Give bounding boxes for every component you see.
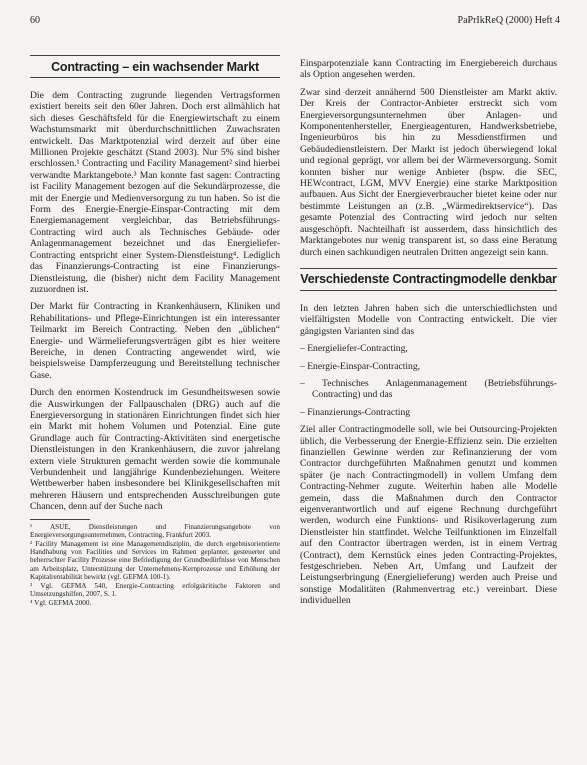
paragraph: Die dem Contracting zugrunde liegenden Vertragsformen existiert bereits seit den 60er Jahren. Doch erst allmählich hat sich dieses Geschäftsfeld für die Energiewirtschaft zu einem Wachstumsmarkt mit überdurchschnittlichen Zuwachsraten entwickelt. Das Marktpotenzial wird derzeit auf über eine Millionen Projekte geschätzt (Stand 2003). Nur 5% sind bisher erschlossen.¹ Contracting und Facility Management² sind hierbei verwandte Marktangebote.³ Man konnte fast sagen: Contracting ist Facility Management bezogen auf die Sekundärprozesse, die mit der Energie und Medienversorgung zu tun haben. So ist die Form des Energie-Energie-Einspar-Contracting mit dem Energiemanagement vergleichbar, das Betriebsführungs-Contracting wird auch als Technisches Gebäude- oder Anlagenmanagement bezeichnet und das Energieliefer-Contracting entspricht einer System-Dienstleistung⁴. Lediglich das Finanzierungs-Contracting ist eine Finanzierungs-Dienstleistung, die (bisher) nicht dem Facility Management zuzuordnen ist. — [30, 90, 280, 295]
journal-title: PaPrIkReQ (2000) Heft 4 — [457, 15, 560, 26]
list-item: – Finanzierungs-Contracting — [300, 406, 411, 418]
paragraph: Ziel aller Contractingmodelle soll, wie bei Outsourcing-Projekten üblich, die Verbesserung der Energie-Effizienz sein. Die erzielten finanziellen Gewinne werden zur Refinanzierung der vom Contractor durchgeführten Maßnahmen genutzt und kommen später (je nach Contractingmodell) in vollem Umfang dem Contracting-Nehmer zugute. Weiterhin haben alle Modelle gemein, dass die Maßnahmen durch den Contractor eigenverantwortlich und auf eigene Rechnung durchgeführt werden, wodurch eine Funktions- und Risikoverlagerung zum Dienstleister hin stattfindet. Welche Teilfunktionen im Einzelfall auf den Contractor übertragen werden, ist in einem Vertrag (Contract), dem Kernstück eines jeden Contracting-Projektes, festgeschrieben. Neben Art, Umfang und Laufzeit der Leistungserbringung (Energielieferung) werden auch Preise und sonstige Modalitäten (Rahmenvertrag etc.) vereinbart. Diese individuellen — [300, 424, 557, 607]
footnote: ³ Vgl. GEFMA 540, Energie-Contracting erfolgskritische Faktoren und Umsetzungshilfen, 2007, S. 1. — [30, 582, 280, 599]
running-header — [30, 14, 560, 28]
list-item: – Energieliefer-Contracting, — [300, 343, 408, 355]
list-item: – Energie-Einspar-Contracting, — [300, 360, 421, 372]
right-column — [300, 58, 557, 613]
section-heading-contracting-markt: Contracting – ein wachsender Markt — [30, 55, 280, 78]
contracting-variants-list — [300, 343, 557, 418]
paragraph: Der Markt für Contracting in Krankenhäusern, Kliniken und Rehabilitations- und Pflege-Einrichtungen ist ein interessanter Teilmarkt im Bereich Contracting. Neben den „üblichen“ Energie- und Wärmelieferungsverträgen gibt es hier weitere Bereiche, in denen Contracting angewendet wird, wie beispielsweise Dampferzeugung und Bereitstellung technischer Gase. — [30, 301, 280, 381]
page-number: 60 — [30, 15, 40, 26]
paragraph: Einsparpotenziale kann Contracting im Energiebereich durchaus als Option angesehen werden. — [300, 58, 557, 81]
paragraph: In den letzten Jahren haben sich die unterschiedlichsten und vielfältigsten Modelle von Contracting entwickelt. Die vier gängigsten Varianten sind das — [300, 302, 557, 337]
footnote: ² Facility Management ist eine Managementdisziplin, die durch ergebnisorientierte Handhabung von Facilities und Services im Rahmen geplanter, gesteuerter und beherrschter Facility Prozesse eine Befriedigung der Grundbedürfnisse von Menschen am Arbeitsplatz, Unterstützung der Unternehmens-Kernprozesse und Erhöhung der Kapitalrentabilität bewirkt (vgl. GEFMA 100-1). — [30, 540, 280, 581]
footnote-divider — [30, 519, 90, 520]
footnote: ⁴ Vgl. GEFMA 2000. — [30, 599, 92, 608]
paragraph: Zwar sind derzeit annähernd 500 Dienstleister am Markt aktiv. Der Kreis der Contractor-Anbieter erstreckt sich vom Energieversorgungsunternehmen über Anlagen- und Komponentenhersteller, Energieagenturen, Handwerksbetriebe, Ingenieurbüros bis hin zu Messdienstfirmen und Gebäudedienstleistern. Der Markt ist jedoch überwiegend lokal und regional geprägt, vor allem bei der Wärmeversorgung. Somit konnten bisher nur wenige Anbieter (bspw. die SEC, HEWcontract, LGM, MVV Energie) eine starke Marktposition aufbauen. Aus Sicht der Energieverbraucher bietet keine oder nur bestimmte Leistungen an (z.B. „Wärmedirektservice“). Das gesamte Potenzial des Contracting wird jedoch nur selten ausgeschöpft. Nachteilhaft ist ausserdem, dass hinsichtlich des Marktangebotes nur wenig transparent ist, so dass eine Beratung durch einen sachkundigen neutralen Dritten angezeigt sein kann. — [300, 86, 557, 258]
left-column — [30, 55, 280, 609]
section-heading-contractingmodelle: Verschiedenste Contractingmodelle denkbar — [300, 268, 557, 291]
paragraph: Durch den enormen Kostendruck im Gesundheitswesen sowie die Auswirkungen der Fallpauschalen (DRG) auch auf die Energieversorgung in stationären Einrichtungen findet sich hier ein Markt mit hohem Volumen und Potenzial. Eine gute Grundlage auch für Contracting-Aktivitäten sind energetische Dienstleistungen in den Krankenhäusern, die zuvor jahrelang extern viele Strukturen gemacht werden sowie die kommunale Verbundenheit und langjährige Kundenbeziehungen. Weitere Wettbewerber haben insbesondere bei Klinikgesellschaften mit mehreren Häusern und entsprechenden Ausschreibungen gute Chancen, denn auf der Suche nach — [30, 387, 280, 513]
list-item: – Technisches Anlagenmanagement (Betriebsführungs-Contracting) und das — [300, 377, 557, 401]
footnote: ¹ ASUE, Dienstleistungen und Finanzierungsangebote von Energieversorgungsunternehmen, Contracting, Frankfurt 2003. — [30, 522, 280, 539]
